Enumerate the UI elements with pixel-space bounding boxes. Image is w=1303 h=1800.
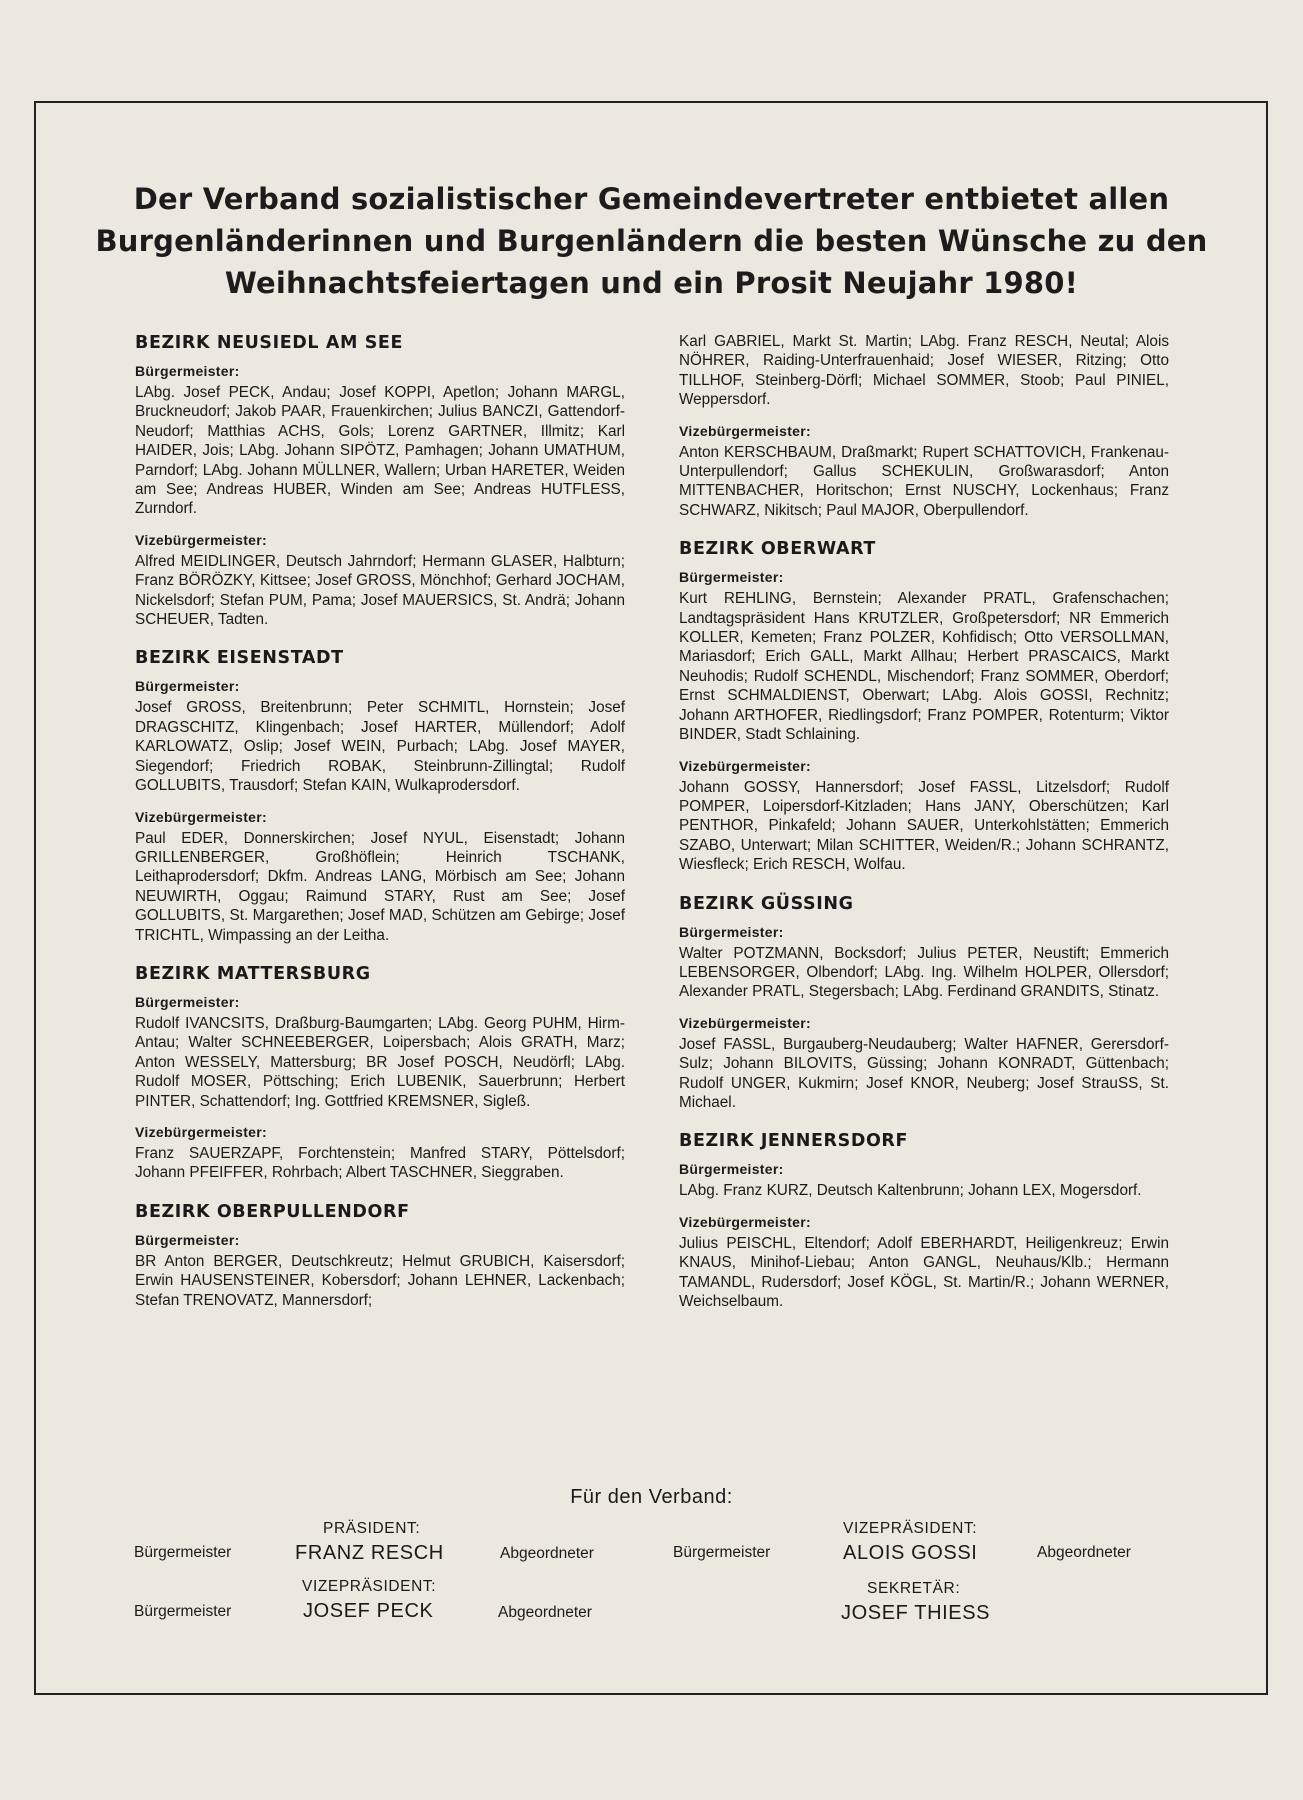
mayor-label: Bürgermeister: <box>135 993 240 1010</box>
sig1-left-role: Bürgermeister <box>134 1544 232 1561</box>
district-mattersburg <box>135 963 625 1183</box>
headline-line-1: Der Verband sozialistischer Gemeindevertreter entbietet allen <box>133 182 1170 216</box>
mayor-list-continued: Karl GABRIEL, Markt St. Martin; LAbg. Franz RESCH, Neutal; Alois NÖHRER, Raiding-Unterfrauenhaid; Josef WIESER, Ritzing; Otto TILLHOF, Steinberg-Dörfl; Michael SOMMER, Stoob; Paul PINIEL, Weppersdorf. <box>679 333 1169 409</box>
mayor-label: Bürgermeister: <box>135 363 240 379</box>
mayor-list: Josef GROSS, Breitenbrunn; Peter SCHMITL, Hornstein; Josef DRAGSCHITZ, Klingenbach; Josef HARTER, Müllendorf; Adolf KARLOWATZ, Oslip; Josef WEIN, Purbach; LAbg. Josef MAYER, Siegendorf; Friedrich ROBAK, Steinbrunn-Zillingtal; Rudolf GOLLUBITS, Trausdorf; Stefan KAIN, Wulkaprodersdorf. <box>135 699 625 795</box>
vice-mayor-label: Vizebürgermeister: <box>679 1213 811 1230</box>
sig2-name: ALOIS GOSSI <box>843 1542 978 1564</box>
mayor-list: Walter POTZMANN, Bocksdorf; Julius PETER, Neustift; Emmerich LEBENSORGER, Olbendorf; LAbg. Ing. Wilhelm HOLPER, Ollersdorf; Alexander PRATL, Stegersbach; LAbg. Ferdinand GRANDITS, Stinatz. <box>679 944 1169 1001</box>
mayor-label: Bürgermeister: <box>135 678 240 695</box>
district-title: BEZIRK MATTERSBURG <box>135 963 371 984</box>
sig4-title: SEKRETÄR: <box>867 1580 961 1597</box>
sig2-left-role: Bürgermeister <box>673 1544 771 1561</box>
district-title: BEZIRK OBERWART <box>679 539 876 560</box>
vice-mayor-list: Julius PEISCHL, Eltendorf; Adolf EBERHARDT, Heiligenkreuz; Erwin KNAUS, Minihof-Liebau; Anton GANGL, Neuhaus/Klb.; Hermann TAMANDL, Rudersdorf; Josef KÖGL, St. Martin/R.; Johann WERNER, Weichselbaum. <box>679 1234 1169 1310</box>
vice-mayor-list: Franz SAUERZAPF, Forchtenstein; Manfred STARY, Pöttelsdorf; Johann PFEIFFER, Rohrbach; Albert TASCHNER, Sieggraben. <box>135 1144 625 1182</box>
sig3-title: VIZEPRÄSIDENT: <box>302 1578 437 1595</box>
sig1-right-role: Abgeordneter <box>500 1545 594 1562</box>
district-guessing <box>679 893 1169 1113</box>
vice-mayor-list: Alfred MEIDLINGER, Deutsch Jahrndorf; Hermann GLASER, Halbturn; Franz BÖRÖZKY, Kittsee; Josef GROSS, Mönchhof; Gerhard JOCHAM, Nickelsdorf; Stefan PUM, Pama; Josef MAUERSICS, St. Andrä; Johann SCHEUER, Tadten. <box>135 552 625 629</box>
mayor-list: LAbg. Josef PECK, Andau; Josef KOPPI, Apetlon; Johann MARGL, Bruckneudorf; Jakob PAAR, Frauenkirchen; Julius BANCZI, Gattendorf-Neudorf; Matthias ACHS, Gols; Lorenz GARTNER, Illmitz; Karl HAIDER, Jois; LAbg. Johann SIPÖTZ, Pamhagen; Johann UMATHUM, Parndorf; LAbg. Johann MÜLLNER, Wallern; Urban HARETER, Weiden am See; Andreas HUBER, Winden am See; Andreas HUTFLESS, Zurndorf. <box>135 384 625 518</box>
mayor-list: Rudolf IVANCSITS, Draßburg-Baumgarten; LAbg. Georg PUHM, Hirm-Antau; Walter SCHNEEBERGER, Loipersbach; Alois GRATH, Marz; Anton WESSELY, Mattersburg; BR Josef POSCH, Neudörfl; LAbg. Rudolf MOSER, Pöttsching; Erich LUBENIK, Sauerbrunn; Herbert PINTER, Schattendorf; Ing. Gottfried KREMSNER, Sigleß. <box>135 1014 625 1110</box>
sig2-right-role: Abgeordneter <box>1037 1544 1131 1561</box>
vice-mayor-label: Vizebürgermeister: <box>135 531 267 548</box>
vice-mayor-label: Vizebürgermeister: <box>135 1123 267 1140</box>
vice-mayor-label: Vizebürgermeister: <box>679 422 811 439</box>
district-title: BEZIRK JENNERSDORF <box>679 1131 909 1152</box>
district-title: BEZIRK OBERPULLENDORF <box>135 1201 410 1222</box>
mayor-label: Bürgermeister: <box>679 923 784 940</box>
sig3-left-role: Bürgermeister <box>134 1603 232 1620</box>
sig4-name: JOSEF THIESS <box>841 1602 991 1624</box>
mayor-list: Kurt REHLING, Bernstein; Alexander PRATL, Grafenschachen; Landtagspräsident Hans KRUTZLER, Großpetersdorf; NR Emmerich KOLLER, Kemeten; Franz POLZER, Kohfidisch; Otto VERSOLLMAN, Mariasdorf; Erich GALL, Markt Allhau; Herbert PRASCAICS, Markt Neuhodis; Rudolf SCHENDL, Mischendorf; Franz SOMMER, Oberdorf; Ernst SCHMALDIENST, Oberwart; LAbg. Alois GOSSI, Rechnitz; Johann ARTHOFER, Riedlingsdorf; Franz POMPER, Rotenturm; Viktor BINDER, Stadt Schlaining. <box>679 590 1169 744</box>
headline-line-3: Weihnachtsfeiertagen und ein Prosit Neujahr 1980! <box>224 266 1079 300</box>
mayor-list: LAbg. Franz KURZ, Deutsch Kaltenbrunn; Johann LEX, Mogersdorf. <box>679 1182 1142 1200</box>
mayor-list: BR Anton BERGER, Deutschkreutz; Helmut GRUBICH, Kaisersdorf; Erwin HAUSENSTEINER, Kobersdorf; Johann LEHNER, Lackenbach; Stefan TRENOVATZ, Mannersdorf; <box>135 1252 625 1309</box>
district-oberpullendorf-continued <box>679 332 1169 520</box>
district-neusiedl <box>135 332 625 629</box>
sig2-title: VIZEPRÄSIDENT: <box>843 1520 978 1537</box>
vice-mayor-list: Anton KERSCHBAUM, Draßmarkt; Rupert SCHATTOVICH, Frankenau-Unterpullendorf; Gallus SCHEKULIN, Großwarasdorf; Anton MITTENBACHER, Horitschon; Ernst NUSCHY, Lockenhaus; Franz SCHWARZ, Nikitsch; Paul MAJOR, Oberpullendorf. <box>679 443 1169 519</box>
vice-mayor-list: Josef FASSL, Burgauberg-Neudauberg; Walter HAFNER, Gerersdorf-Sulz; Johann BILOVITS, Güssing; Johann KONRADT, Güttenbach; Rudolf UNGER, Kukmirn; Josef KNOR, Neuberg; Josef StrauSS, St. Michael. <box>679 1035 1169 1111</box>
vice-mayor-list: Paul EDER, Donnerskirchen; Josef NYUL, Eisenstadt; Johann GRILLENBERGER, Großhöflein; Heinrich TSCHANK, Leithaprodersdorf; Dkfm. Andreas LANG, Mörbisch am See; Johann NEUWIRTH, Oggau; Raimund STARY, Rust am See; Josef GOLLUBITS, St. Margarethen; Josef MAD, Schützen am Gebirge; Josef TRICHTL, Wimpassing an der Leitha. <box>135 829 625 944</box>
left-column <box>135 332 625 1328</box>
district-jennersdorf <box>679 1130 1169 1311</box>
vice-mayor-label: Vizebürgermeister: <box>135 808 267 825</box>
sig1-name: FRANZ RESCH <box>295 1542 444 1564</box>
sig3-name: JOSEF PECK <box>303 1600 434 1622</box>
vice-mayor-label: Vizebürgermeister: <box>679 1014 811 1031</box>
mayor-label: Bürgermeister: <box>135 1231 240 1248</box>
district-oberwart <box>679 538 1169 874</box>
sig3-right-role: Abgeordneter <box>498 1604 592 1621</box>
vice-mayor-list: Johann GOSSY, Hannersdorf; Josef FASSL, Litzelsdorf; Rudolf POMPER, Loipersdorf-Kitzladen; Hans JANY, Oberschützen; Karl PENTHOR, Pinkafeld; Johann SAUER, Unterkohlstätten; Emmerich SZABO, Unterwart; Milan SCHITTER, Weiden/R.; Johann SCHRANTZ, Wiesfleck; Erich RESCH, Wolfau. <box>679 778 1169 874</box>
district-title: BEZIRK NEUSIEDL AM SEE <box>135 333 404 353</box>
vice-mayor-label: Vizebürgermeister: <box>679 757 811 774</box>
signatures-heading: Für den Verband: <box>570 1486 733 1508</box>
mayor-label: Bürgermeister: <box>679 569 784 586</box>
sig1-title: PRÄSIDENT: <box>323 1520 421 1537</box>
mayor-label: Bürgermeister: <box>679 1161 784 1178</box>
right-column <box>679 332 1169 1329</box>
headline-line-2: Burgenländerinnen und Burgenländern die besten Wünsche zu den <box>95 224 1208 258</box>
district-title: BEZIRK GÜSSING <box>679 893 854 914</box>
district-oberpullendorf <box>135 1201 625 1310</box>
district-title: BEZIRK EISENSTADT <box>135 648 344 669</box>
district-eisenstadt <box>135 647 625 944</box>
headline <box>60 178 1243 304</box>
